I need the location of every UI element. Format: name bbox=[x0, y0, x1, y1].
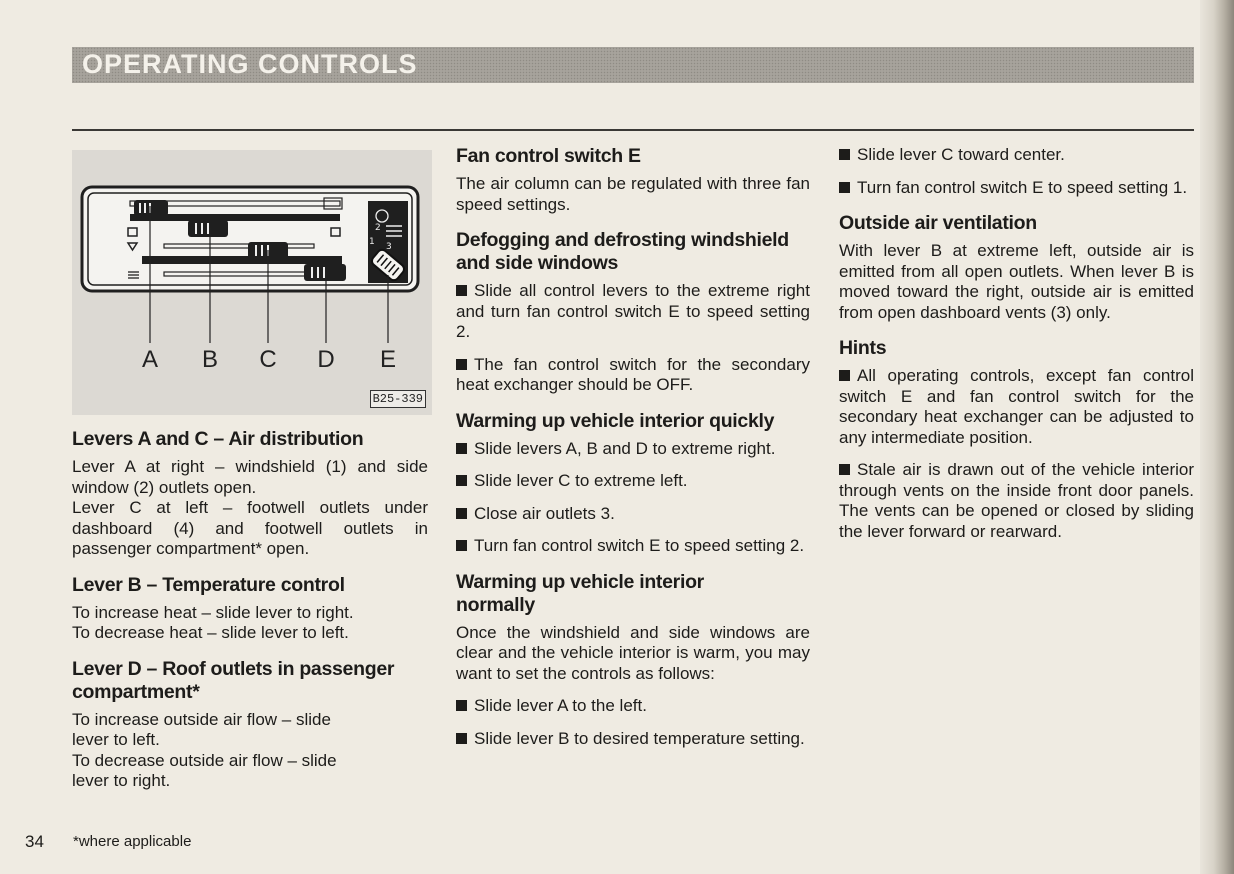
section-heading: Fan control switch E bbox=[456, 145, 641, 167]
section-heading: Warming up vehicle interior normally bbox=[456, 570, 704, 616]
heater-controls-diagram bbox=[72, 150, 432, 415]
label-d: D bbox=[317, 346, 335, 373]
bullet-item: Close air outlets 3. bbox=[456, 504, 810, 525]
paragraph: To decrease heat – slide lever to left. bbox=[72, 623, 349, 642]
section-heading: Lever B – Temperature control bbox=[72, 573, 345, 596]
column-2 bbox=[456, 145, 810, 763]
bullet-item: Slide lever C to extreme left. bbox=[456, 471, 810, 492]
label-c: C bbox=[259, 346, 277, 373]
section-lever-b bbox=[72, 574, 428, 644]
bullet-item: Stale air is drawn out of the vehicle interior through vents on the inside front door panels. The vents can be opened or closed by sliding the lever forward or rearward. bbox=[839, 460, 1194, 541]
slider-knob-d bbox=[304, 264, 346, 281]
bullet-item: Slide levers A, B and D to extreme right. bbox=[456, 439, 810, 460]
page-title: OPERATING CONTROLS bbox=[82, 49, 418, 79]
column-3 bbox=[839, 145, 1194, 556]
label-a: A bbox=[141, 346, 159, 373]
dial-number-1: 1 bbox=[369, 237, 375, 247]
bullet-item: Turn fan control switch E to speed setting 2. bbox=[456, 536, 810, 557]
figure-reference-code: B25-339 bbox=[370, 390, 426, 408]
label-b: B bbox=[201, 346, 219, 373]
slider-knob-a bbox=[134, 200, 168, 216]
header-rule bbox=[72, 129, 1194, 131]
dial-number-2: 2 bbox=[375, 223, 381, 233]
section-continued-steps bbox=[839, 145, 1194, 198]
bullet-item: Slide all control levers to the extreme right and turn fan control switch E to speed setting 2. bbox=[456, 281, 810, 341]
section-heading: Lever D – Roof outlets in passenger compartment* bbox=[72, 657, 395, 703]
slider-knob-b bbox=[188, 220, 228, 237]
section-outside-air bbox=[839, 212, 1194, 323]
section-warming-quickly bbox=[456, 410, 810, 557]
dial-number-3: 3 bbox=[386, 242, 392, 252]
section-heading: Warming up vehicle interior quickly bbox=[456, 409, 775, 432]
page-spine-shadow bbox=[1200, 0, 1234, 874]
section-levers-a-c bbox=[72, 428, 428, 560]
paragraph: Lever A at right – windshield (1) and side window (2) outlets open. bbox=[72, 457, 428, 497]
section-hints bbox=[839, 337, 1194, 542]
label-e: E bbox=[379, 346, 397, 373]
section-heading: Outside air ventilation bbox=[839, 212, 1037, 234]
section-heading: Levers A and C – Air distribution bbox=[72, 428, 364, 450]
bullet-item: Slide lever A to the left. bbox=[456, 696, 810, 717]
lever-labels bbox=[72, 346, 432, 376]
paragraph: Lever C at left – footwell outlets under dashboard (4) and footwell outlets in passenger compartment* open. bbox=[72, 498, 428, 558]
footnote: *where applicable bbox=[73, 833, 192, 850]
section-fan-switch bbox=[456, 145, 810, 215]
section-banner bbox=[72, 47, 1194, 83]
paragraph: With lever B at extreme left, outside air is emitted from all open outlets. When lever B is moved toward the right, outside air is emitted from open dashboard vents (3) only. bbox=[839, 241, 1194, 322]
bullet-item: Turn fan control switch E to speed setting 1. bbox=[839, 178, 1194, 199]
paragraph: The air column can be regulated with three fan speed settings. bbox=[456, 174, 810, 214]
bullet-item: All operating controls, except fan control switch E and fan control switch for the secondary heat exchanger can be adjusted to any intermediate position. bbox=[839, 366, 1194, 447]
paragraph: To decrease outside air flow – slide lever to right. bbox=[72, 750, 337, 790]
section-warming-normally bbox=[456, 571, 810, 750]
bullet-item: The fan control switch for the secondary heat exchanger should be OFF. bbox=[456, 354, 810, 394]
section-lever-d bbox=[72, 658, 428, 792]
paragraph: To increase outside air flow – slide lever to left. bbox=[72, 709, 331, 749]
section-heading: Defogging and defrosting windshield and side windows bbox=[456, 229, 789, 274]
page-number: 34 bbox=[25, 832, 44, 851]
column-1 bbox=[72, 428, 428, 806]
section-heading: Hints bbox=[839, 337, 887, 359]
paragraph: Once the windshield and side windows are clear and the vehicle interior is warm, you may want to set the controls as follows: bbox=[456, 622, 810, 683]
section-defogging bbox=[456, 229, 810, 396]
bullet-item: Slide lever B to desired temperature setting. bbox=[456, 729, 810, 750]
bullet-item: Slide lever C toward center. bbox=[839, 145, 1194, 166]
paragraph: To increase heat – slide lever to right. bbox=[72, 602, 354, 622]
